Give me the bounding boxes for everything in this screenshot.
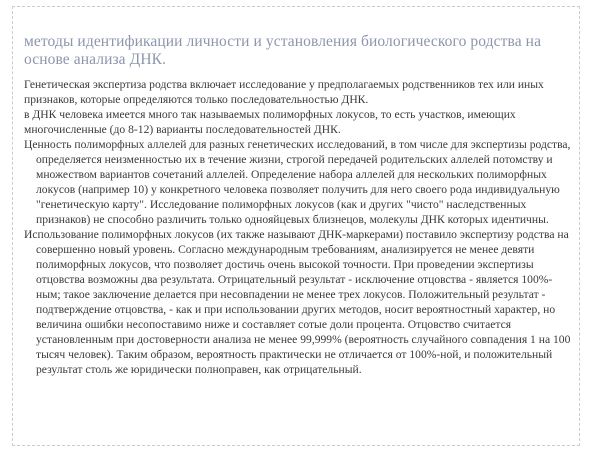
paragraph-allele-value: Ценность полиморфных аллелей для разных генетических исследований, в том числе для экспертизы родства, определяется неизменностью их в течение жизни, строгой передачей родительских аллелей потомству и множеством вариантов сочетаний аллелей. Определение набора аллелей для нескольких полиморфных локусов (например 10) у конкретного человека позволяет получить для него своего рода индивидуальную "генетическую карту". Исследование полиморфных локусов (как и других "чисто" наследственных признаков) не способно различить только однояйцевых близнецов, молекулы ДНК которых идентичны. bbox=[24, 138, 571, 226]
slide-title: методы идентификации личности и установления биологического родства на основе анализа ДНК. bbox=[24, 33, 542, 68]
slide-content bbox=[24, 33, 572, 377]
paragraph-polymorphic-loci: в ДНК человека имеется много так называемых полиморфных локусов, то есть участков, имеющих многочисленные (до 8-12) варианты последовательностей ДНК. bbox=[24, 108, 516, 136]
paragraph-genetic-expertise: Генетическая экспертиза родства включает исследование у предполагаемых родственников тех или иных признаков, которые определяются только последовательностью ДНК. bbox=[24, 78, 544, 106]
paragraph-dna-markers: Использование полиморфных локусов (их также называют ДНК-маркерами) поставило экспертизу родства на совершенно новый уровень. Согласно международным требованиям, анализируется не менее девяти полиморфных локусов, что позволяет достичь очень высокой точности. При проведении экспертизы отцовства возможны два результата. Отрицательный результат - исключение отцовства - является 100%-ным; такое заключение делается при несовпадении не менее трех локусов. Положительный результат - подтверждение отцовства, - как и при использовании других методов, носит вероятностный характер, но величина ошибки несопоставимо ниже и составляет сотые доли процента. Отцовство считается установленным при достоверности анализа не менее 99,999% (вероятность случайного совпадения 1 на 100 тысяч человек). Таким образом, вероятность практически не отличается от 100%-ной, и положительный результат столь же юридически полноправен, как отрицательный. bbox=[24, 228, 571, 376]
slide-body bbox=[24, 77, 572, 377]
